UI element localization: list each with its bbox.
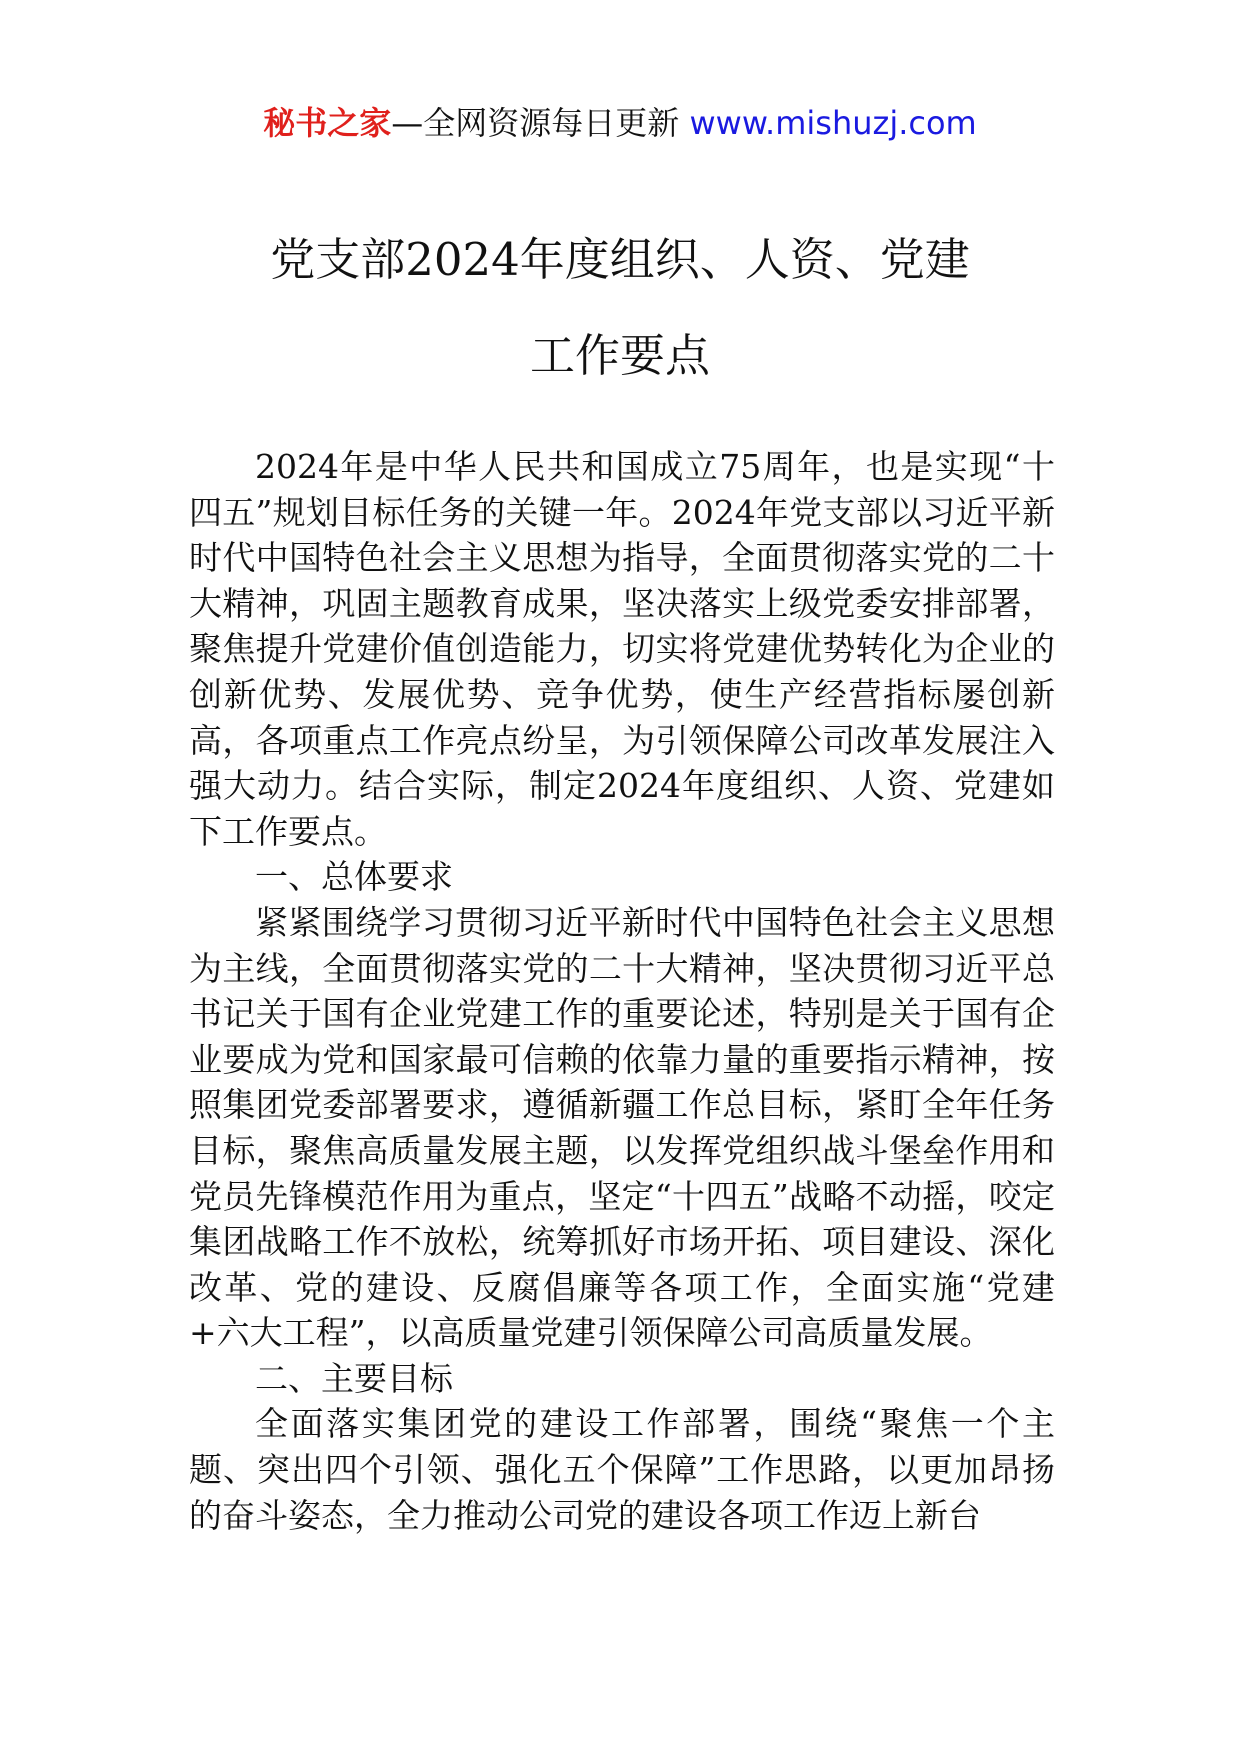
document-title-line-1: 党支部2024年度组织、人资、党建 [270,233,970,286]
site-url[interactable]: www.mishuzj.com [689,104,977,142]
document-title-line-2: 工作要点 [529,329,710,382]
main-goals-paragraph: 全面落实集团党的建设工作部署，围绕“聚焦一个主题、突出四个引领、强化五个保障”工作思路，以更加昂扬的奋斗姿态，全力推动公司党的建设各项工作迈上新台 [189,1404,1055,1535]
site-banner [0,100,1240,146]
brand-name: 秘书之家 [263,104,392,142]
intro-paragraph: 2024年是中华人民共和国成立75周年，也是实现“十四五”规划目标任务的关键一年。2024年党支部以习近平新时代中国特色社会主义思想为指导，全面贯彻落实党的二十大精神，巩固主题教育成果，坚决落实上级党委安排部署，聚焦提升党建价值创造能力，切实将党建优势转化为企业的创新优势、发展优势、竞争优势，使生产经营指标屡创新高，各项重点工作亮点纷呈，为引领保障公司改革发展注入强大动力。结合实际，制定2024年度组织、人资、党建如下工作要点。 [189,447,1055,851]
section-heading-main-goals: 二、主要目标 [255,1358,453,1398]
banner-tagline: —全网资源每日更新 [391,104,680,142]
general-requirements-paragraph: 紧紧围绕学习贯彻习近平新时代中国特色社会主义思想为主线，全面贯彻落实党的二十大精神，坚决贯彻习近平总书记关于国有企业党建工作的重要论述，特别是关于国有企业要成为党和国家最可信赖的依靠力量的重要指示精神，按照集团党委部署要求，遵循新疆工作总目标，紧盯全年任务目标，聚焦高质量发展主题，以发挥党组织战斗堡垒作用和党员先锋模范作用为重点，坚定“十四五”战略不动摇，咬定集团战略工作不放松，统筹抓好市场开拓、项目建设、深化改革、党的建设、反腐倡廉等各项工作，全面实施“党建+六大工程”，以高质量党建引领保障公司高质量发展。 [189,902,1055,1353]
section-heading-general-requirements: 一、总体要求 [255,857,453,897]
document-body [189,444,1055,1538]
